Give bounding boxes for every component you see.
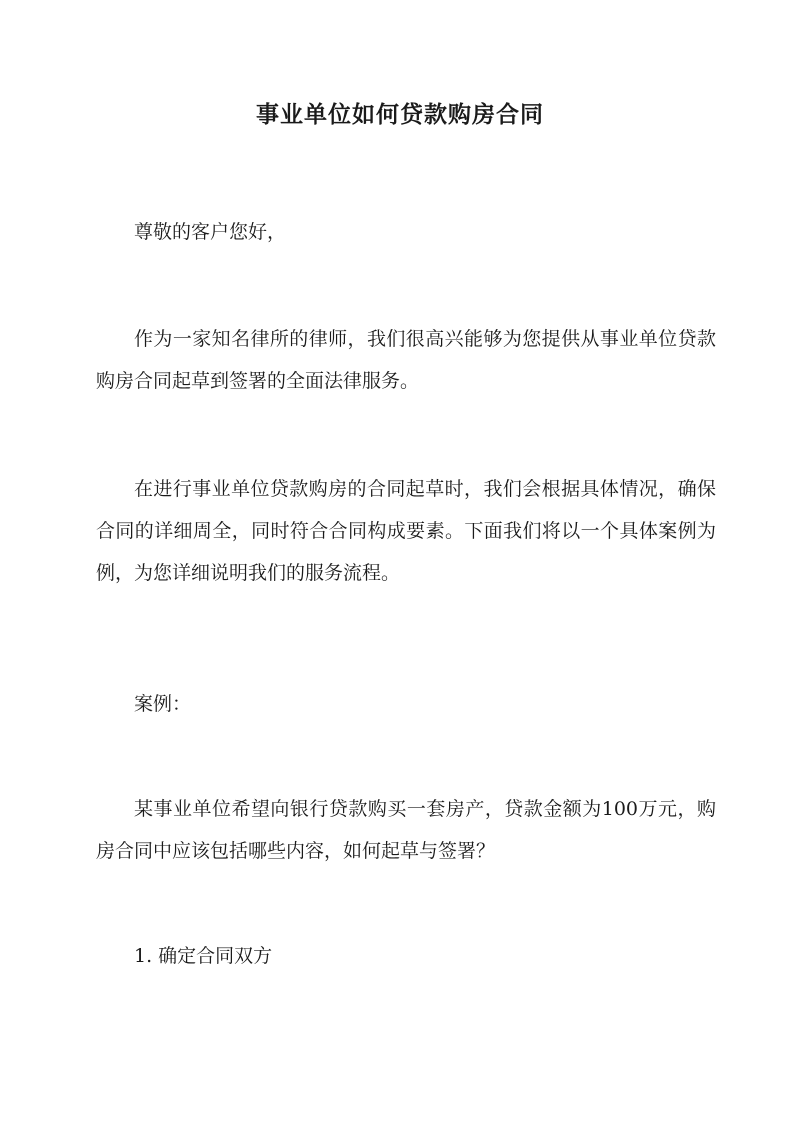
paragraph-intro: 作为一家知名律所的律师，我们很高兴能够为您提供从事业单位贷款购房合同起草到签署的全面法律服务。	[96, 328, 716, 392]
paragraph-greeting: 尊敬的客户您好，	[134, 221, 287, 243]
document-title: 事业单位如何贷款购房合同	[256, 101, 544, 128]
section-heading-1: 1. 确定合同双方	[134, 945, 273, 967]
paragraph-case-heading: 案例：	[134, 693, 192, 715]
paragraph-case-body: 某事业单位希望向银行贷款购买一套房产，贷款金额为100万元，购房合同中应该包括哪些内容，如何起草与签署？	[96, 798, 716, 862]
paragraph-drafting: 在进行事业单位贷款购房的合同起草时，我们会根据具体情况，确保合同的详细周全，同时符合合同构成要素。下面我们将以一个具体案例为例，为您详细说明我们的服务流程。	[96, 478, 716, 584]
